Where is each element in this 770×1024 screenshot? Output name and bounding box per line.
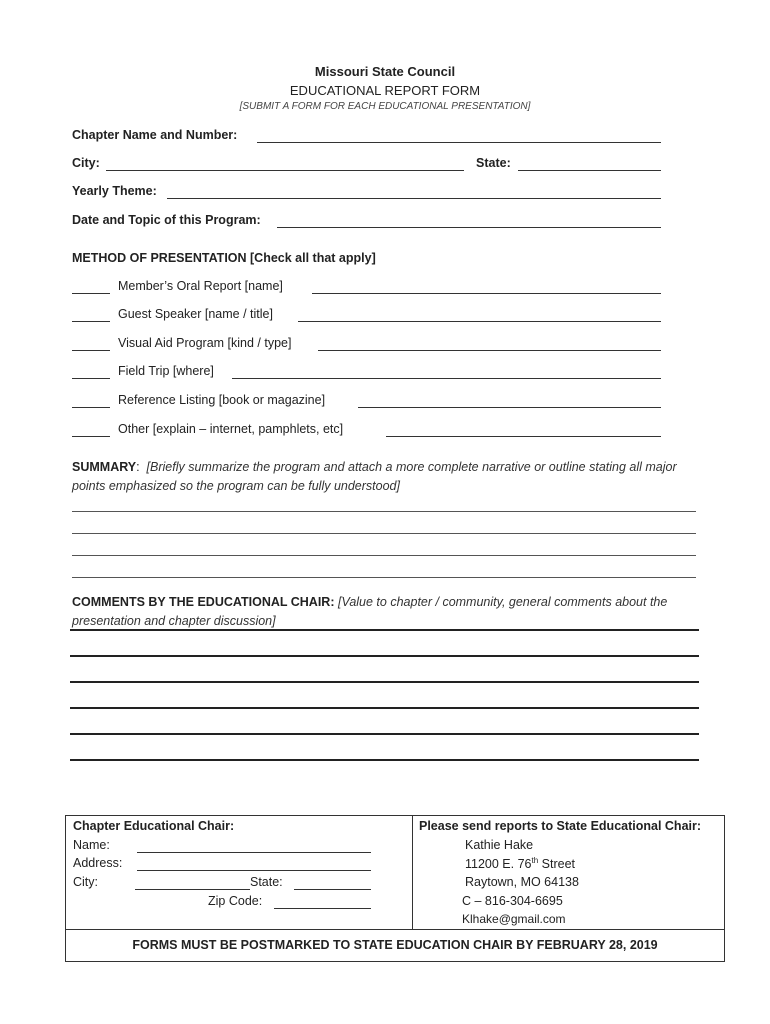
send-name: Kathie Hake (465, 838, 534, 852)
state-label: State: (476, 156, 511, 170)
reference-listing-checkbox[interactable] (72, 407, 110, 408)
field-trip-checkbox[interactable] (72, 378, 110, 379)
chair-name-field[interactable] (137, 852, 371, 853)
guest-speaker-checkbox[interactable] (72, 321, 110, 322)
summary-label: SUMMARY (72, 460, 137, 474)
state-field[interactable] (518, 170, 661, 171)
chapter-label: Chapter Name and Number: (72, 128, 238, 142)
chair-city-label: City: (73, 875, 98, 889)
form-title: EDUCATIONAL REPORT FORM (289, 83, 481, 98)
comments-label: COMMENTS BY THE EDUCATIONAL CHAIR: (72, 595, 335, 609)
reference-listing-field[interactable] (358, 407, 661, 408)
summary-line-1[interactable] (72, 511, 696, 512)
send-box-title: Please send reports to State Educational Chair: (419, 819, 702, 833)
comments-line-4[interactable] (70, 707, 699, 709)
guest-speaker-field[interactable] (298, 321, 661, 322)
send-phone: C – 816-304-6695 (462, 894, 563, 908)
visual-aid-label: Visual Aid Program [kind / type] (118, 336, 292, 350)
summary-heading: SUMMARY: [Briefly summarize the program and attach a more complete narrative or outline stating all major points emphasized so the program can be fully understood] (72, 460, 677, 493)
chair-address-label: Address: (73, 856, 123, 870)
chair-state-label: State: (250, 875, 283, 889)
postmark-deadline: FORMS MUST BE POSTMARKED TO STATE EDUCATION CHAIR BY FEBRUARY 28, 2019 (132, 938, 658, 952)
chair-state-field[interactable] (294, 889, 371, 890)
box-divider-vertical (412, 816, 413, 929)
send-email: Klhake@gmail.com (462, 912, 566, 926)
theme-field[interactable] (167, 198, 661, 199)
guest-speaker-label: Guest Speaker [name / title] (118, 307, 273, 321)
visual-aid-checkbox[interactable] (72, 350, 110, 351)
chair-box-title: Chapter Educational Chair: (73, 819, 235, 833)
chair-address-field[interactable] (137, 870, 371, 871)
summary-instruction: [Briefly summarize the program and attach a more complete narrative or outline stating all major points emphasized so the program can be fully understood] (72, 460, 677, 493)
org-title: Missouri State Council (314, 64, 456, 79)
date-topic-label: Date and Topic of this Program: (72, 213, 261, 227)
contact-box (65, 815, 725, 962)
comments-instruction: [Value to chapter / community, general comments about the presentation and chapter discussion] (72, 595, 668, 628)
other-label: Other [explain – internet, pamphlets, etc] (118, 422, 344, 436)
send-city: Raytown, MO 64138 (465, 875, 579, 889)
theme-label: Yearly Theme: (72, 184, 157, 198)
send-street: 11200 E. 76th Street (465, 856, 575, 872)
chapter-field[interactable] (257, 142, 661, 143)
comments-line-1[interactable] (70, 629, 699, 631)
form-instruction: [SUBMIT A FORM FOR EACH EDUCATIONAL PRESENTATION] (239, 101, 531, 112)
box-divider-horizontal (66, 929, 724, 930)
city-field[interactable] (106, 170, 464, 171)
oral-report-checkbox[interactable] (72, 293, 110, 294)
comments-heading (72, 593, 702, 631)
field-trip-label: Field Trip [where] (118, 364, 214, 378)
chair-zip-field[interactable] (274, 908, 371, 909)
summary-line-3[interactable] (72, 555, 696, 556)
comments-line-6[interactable] (70, 759, 699, 761)
reference-listing-label: Reference Listing [book or magazine] (118, 393, 326, 407)
summary-line-4[interactable] (72, 577, 696, 578)
city-label: City: (72, 156, 100, 170)
comments-line-2[interactable] (70, 655, 699, 657)
visual-aid-field[interactable] (318, 350, 661, 351)
comments-line-3[interactable] (70, 681, 699, 683)
comments-line-5[interactable] (70, 733, 699, 735)
chair-city-field[interactable] (135, 889, 250, 890)
summary-line-2[interactable] (72, 533, 696, 534)
other-field[interactable] (386, 436, 661, 437)
date-topic-field[interactable] (277, 227, 661, 228)
oral-report-field[interactable] (312, 293, 661, 294)
oral-report-label: Member’s Oral Report [name] (118, 279, 283, 293)
field-trip-field[interactable] (232, 378, 661, 379)
chair-zip-label: Zip Code: (208, 894, 263, 908)
other-checkbox[interactable] (72, 436, 110, 437)
method-heading: METHOD OF PRESENTATION [Check all that apply] (72, 251, 376, 265)
chair-name-label: Name: (73, 838, 110, 852)
